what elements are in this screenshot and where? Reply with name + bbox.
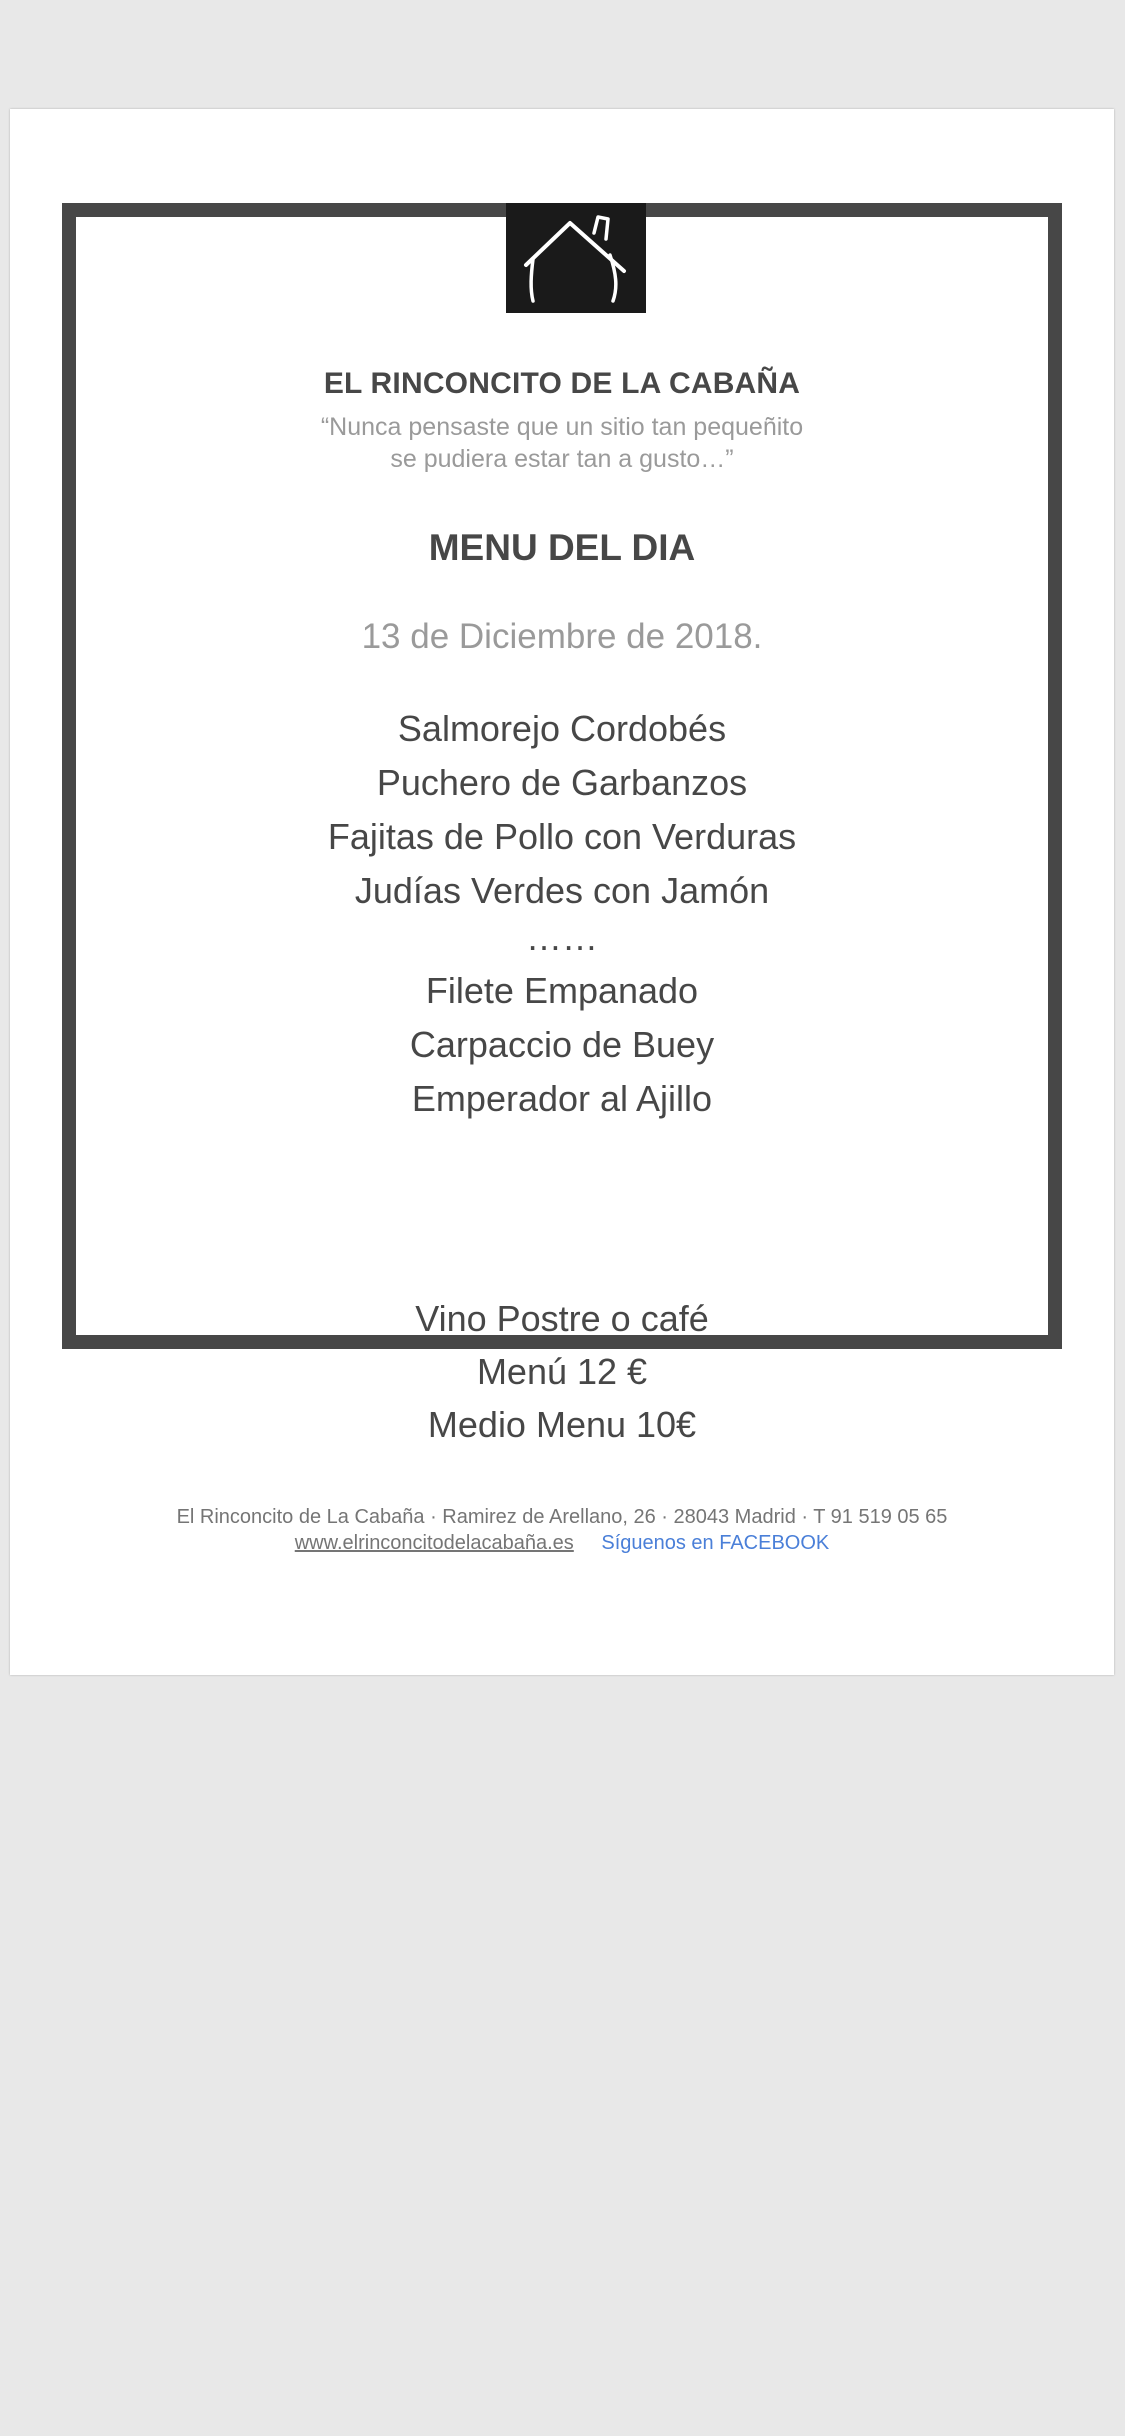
dish-item: Fajitas de Pollo con Verduras <box>327 816 797 857</box>
menu-includes: Vino Postre o café <box>415 1298 709 1339</box>
facebook-link[interactable]: Síguenos en FACEBOOK <box>601 1532 830 1554</box>
dish-item: Puchero de Garbanzos <box>376 762 748 803</box>
menu-page <box>10 109 1114 1675</box>
footer-links <box>76 1532 1048 1555</box>
dish-item: Filete Empanado <box>425 970 699 1011</box>
restaurant-name: EL RINCONCITO DE LA CABAÑA <box>323 367 801 400</box>
dish-item: Judías Verdes con Jamón <box>354 870 770 911</box>
price-half-menu: Medio Menu 10€ <box>427 1404 697 1445</box>
menu-frame <box>62 203 1062 1554</box>
house-logo-icon <box>506 203 646 313</box>
dish-list <box>76 702 1048 1126</box>
dish-item: Salmorejo Cordobés <box>397 708 727 749</box>
footer-address: El Rinconcito de La Cabaña · Ramirez de Arellano, 26 · 28043 Madrid · T 91 519 05 65 <box>176 1506 948 1528</box>
price-list <box>76 1292 1048 1451</box>
menu-date: 13 de Diciembre de 2018. <box>361 617 763 656</box>
course-separator: …… <box>526 917 598 958</box>
slogan-line-2: se pudiera estar tan a gusto…” <box>390 445 734 473</box>
website-link[interactable]: www.elrinconcitodelacabaña.es <box>294 1532 574 1554</box>
dish-item: Emperador al Ajillo <box>411 1078 713 1119</box>
dish-item: Carpaccio de Buey <box>409 1024 715 1065</box>
slogan-line-1: “Nunca pensaste que un sitio tan pequeñito <box>320 413 804 441</box>
price-full-menu: Menú 12 € <box>476 1351 648 1392</box>
menu-heading: MENU DEL DIA <box>428 527 696 568</box>
restaurant-slogan <box>76 411 1048 475</box>
